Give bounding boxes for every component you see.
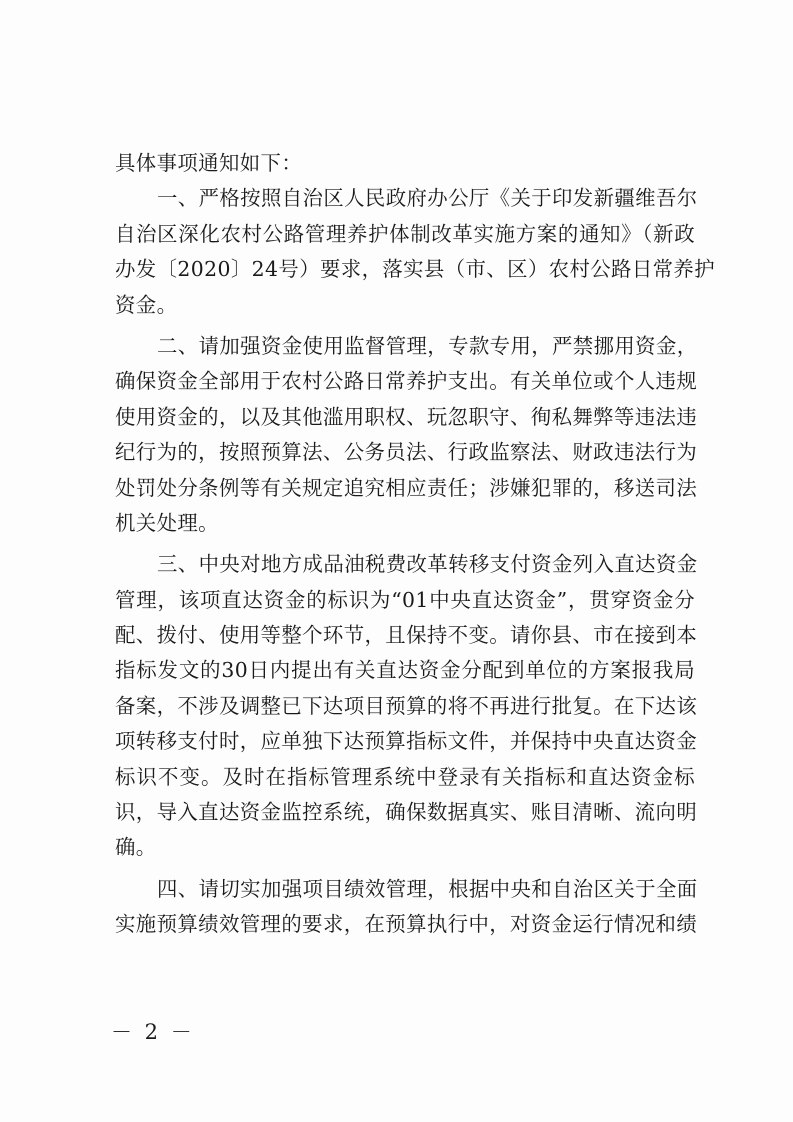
- para3-line4: 指标发文的30日内提出有关直达资金分配到单位的方案报我局: [115, 658, 695, 683]
- para2-line6: 机关处理。: [115, 510, 219, 535]
- para3-line9: 确。: [115, 835, 157, 860]
- page-number: － 2 －: [111, 1020, 195, 1044]
- para3-line5: 备案，不涉及调整已下达项目预算的将不再进行批复。在下达该: [115, 693, 698, 718]
- para3-line7: 标识不变。及时在指标管理系统中登录有关指标和直达资金标: [115, 764, 695, 789]
- para2-line2: 确保资金全部用于农村公路日常养护支出。有关单位或个人违规: [115, 369, 698, 394]
- para3-line3: 配、拨付、使用等整个环节，且保持不变。请你县、市在接到本: [115, 623, 698, 648]
- para3-line2: 管理，该项直达资金的标识为“01中央直达资金”，贯穿资金分: [115, 587, 695, 612]
- document-body: [115, 146, 716, 943]
- para1-line3: 办发〔2020〕24号）要求，落实县（市、区）农村公路日常养护: [115, 257, 716, 282]
- para3-line1: 三、中央对地方成品油税费改革转移支付资金列入直达资金: [157, 552, 698, 577]
- para2-line3: 使用资金的，以及其他滥用职权、玩忽职守、徇私舞弊等违法违: [115, 404, 698, 429]
- para2-line4: 纪行为的，按照预算法、公务员法、行政监察法、财政违法行为: [115, 440, 698, 465]
- para3-line6: 项转移支付时，应单独下达预算指标文件，并保持中央直达资金: [115, 729, 698, 754]
- para1-line2: 自治区深化农村公路管理养护体制改革实施方案的通知》（新政: [115, 221, 695, 246]
- para2-line5: 处罚处分条例等有关规定追究相应责任；涉嫌犯罪的，移送司法: [115, 475, 698, 500]
- para2-line1: 二、请加强资金使用监督管理，专款专用，严禁挪用资金，: [157, 333, 698, 358]
- para4-line2: 实施预算绩效管理的要求，在预算执行中，对资金运行情况和绩: [115, 912, 698, 937]
- para3-line8: 识，导入直达资金监控系统，确保数据真实、账目清晰、流向明: [115, 800, 698, 825]
- para4-line1: 四、请切实加强项目绩效管理，根据中央和自治区关于全面: [157, 876, 698, 901]
- para1-line1: 一、严格按照自治区人民政府办公厅《关于印发新疆维吾尔: [157, 186, 698, 211]
- intro-line: 具体事项通知如下：: [115, 151, 303, 175]
- para1-line4: 资金。: [115, 292, 178, 317]
